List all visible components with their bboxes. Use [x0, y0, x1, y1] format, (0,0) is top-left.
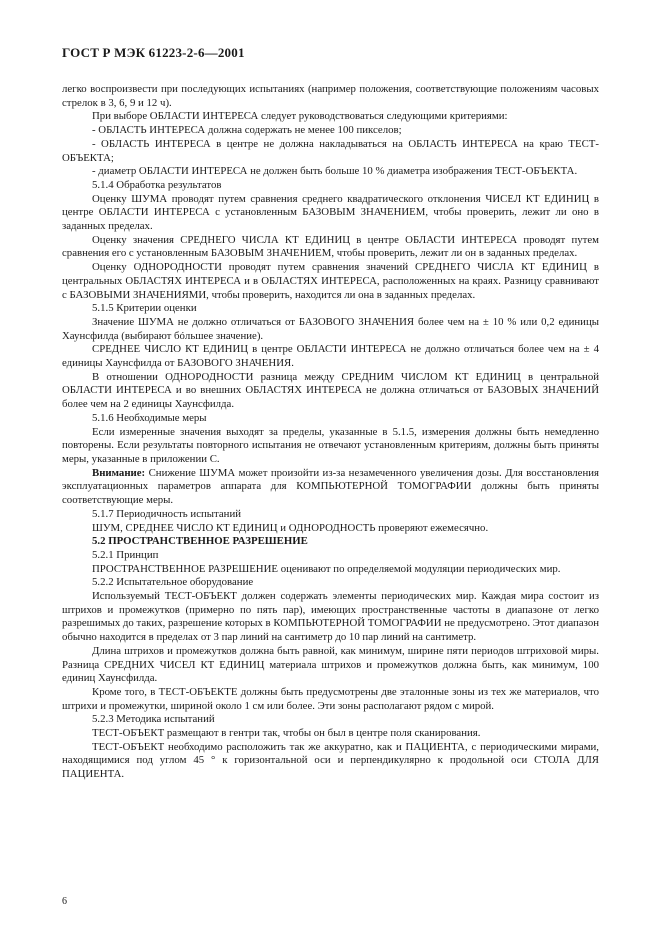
paragraph: легко воспроизвести при последующих испытаниях (например положения, соответствующие положениям часовых стрелок в 3, 6, 9 и 12 ч).	[62, 83, 599, 109]
section-heading: 5.2 ПРОСТРАНСТВЕННОЕ РАЗРЕШЕНИЕ	[92, 535, 308, 548]
paragraph: - ОБЛАСТЬ ИНТЕРЕСА в центре не должна накладываться на ОБЛАСТЬ ИНТЕРЕСА на краю ТЕСТ-ОБЪЕКТА;	[62, 137, 599, 164]
paragraph: 5.2.3 Методика испытаний	[92, 713, 215, 726]
paragraph: Используемый ТЕСТ-ОБЪЕКТ должен содержать элементы периодических мир. Каждая мира состоит из штрихов и промежутков (примерно по пять пар), имеющих пространственные частоты в диапазоне от легко разрешимых до таких, разрешение которых в КОМПЬЮТЕРНОЙ ТОМОГРАФИИ не предусмотрено. Этот диапазон обычно находится в пределах от 3 пар линий на сантиметр до 10 пар линий на сантиметр.	[62, 590, 599, 644]
paragraph: ТЕСТ-ОБЪЕКТ необходимо расположить так же аккуратно, как и ПАЦИЕНТА, с периодическими мирами, находящимися под углом 45 ° к горизонтальной оси и перпендикулярно к продольной оси СТОЛА ДЛЯ ПАЦИЕНТА.	[62, 740, 599, 781]
page-number: 6	[62, 896, 67, 907]
document-body	[62, 83, 599, 782]
paragraph: Оценку значения СРЕДНЕГО ЧИСЛА КТ ЕДИНИЦ в центре ОБЛАСТИ ИНТЕРЕСА проводят путем сравнения его с установленным БАЗОВЫМ ЗНАЧЕНИЕМ, чтобы проверить, лежит ли он в заданных пределах.	[62, 233, 599, 260]
paragraph: В отношении ОДНОРОДНОСТИ разница между СРЕДНИМ ЧИСЛОМ КТ ЕДИНИЦ в центральной ОБЛАСТИ ИНТЕРЕСА и во внешних ОБЛАСТЯХ ИНТЕРЕСА не должна отличаться от БАЗОВЫХ ЗНАЧЕНИЙ более чем на 2 единицы Хаунсфилда.	[62, 370, 599, 411]
paragraph: Кроме того, в ТЕСТ-ОБЪЕКТЕ должны быть предусмотрены две эталонные зоны из тех же материалов, что штрихи и промежутки, шириной около 1 см или более. Эти зоны располагают рядом с мирой.	[62, 685, 599, 712]
paragraph: СРЕДНЕЕ ЧИСЛО КТ ЕДИНИЦ в центре ОБЛАСТИ ИНТЕРЕСА не должно отличаться более чем на ± 4 единицы Хаунсфилда от БАЗОВОГО ЗНАЧЕНИЯ.	[62, 343, 599, 370]
paragraph: 5.2.2 Испытательное оборудование	[92, 576, 254, 589]
paragraph: Длина штрихов и промежутков должна быть равной, как минимум, ширине пяти периодов штриховой миры. Разница СРЕДНИХ ЧИСЕЛ КТ ЕДИНИЦ материала штрихов и промежутков должна быть, как минимум, 100 единиц Хаунсфилда.	[62, 644, 599, 685]
paragraph: 5.1.7 Периодичность испытаний	[92, 507, 242, 520]
paragraph	[62, 535, 599, 549]
paragraph: ТЕСТ-ОБЪЕКТ размещают в гентри так, чтобы он был в центре поля сканирования.	[92, 727, 481, 740]
paragraph: - диаметр ОБЛАСТИ ИНТЕРЕСА не должен быть больше 10 % диаметра изображения ТЕСТ-ОБЪЕКТА.	[92, 165, 578, 178]
paragraph: 5.2.1 Принцип	[92, 548, 159, 561]
paragraph: ПРОСТРАНСТВЕННОЕ РАЗРЕШЕНИЕ оценивают по определяемой модуляции периодических мир.	[92, 562, 561, 575]
paragraph: Оценку ОДНОРОДНОСТИ проводят путем сравнения значений СРЕДНЕГО ЧИСЛА КТ ЕДИНИЦ в центральных ОБЛАСТЯХ ИНТЕРЕСА и в ОБЛАСТЯХ ИНТЕРЕСА, расположенных на краях. Разницу сравнивают с БАЗОВЫМИ ЗНАЧЕНИЯМИ, чтобы проверить, находится ли она в заданных пределах.	[62, 261, 599, 301]
paragraph: Если измеренные значения выходят за пределы, указанные в 5.1.5, измерения должны быть немедленно повторены. Если результаты повторного испытания не отвечают установленным критериям, должны быть приняты меры, указанные в приложении С.	[62, 425, 599, 465]
paragraph: - ОБЛАСТЬ ИНТЕРЕСА должна содержать не менее 100 пикселов;	[92, 124, 402, 137]
paragraph: При выборе ОБЛАСТИ ИНТЕРЕСА следует руководствоваться следующими критериями:	[92, 110, 508, 123]
paragraph-text: Снижение ШУМА может произойти из-за незамеченного увеличения дозы. Для восстановления эксплуатационных параметров аппарата для КОМПЬЮТЕРНОЙ ТОМОГРАФИИ должны быть приняты соответствующие меры.	[62, 466, 599, 507]
paragraph: 5.1.6 Необходимые меры	[92, 411, 207, 424]
paragraph: Значение ШУМА не должно отличаться от БАЗОВОГО ЗНАЧЕНИЯ более чем на ± 10 % или 0,2 единицы Хаунсфилда (выбирают бóльшее значение).	[62, 315, 599, 342]
paragraph: 5.1.5 Критерии оценки	[92, 302, 197, 315]
paragraph: Оценку ШУМА проводят путем сравнения среднего квадратического отклонения ЧИСЕЛ КТ ЕДИНИЦ в центре ОБЛАСТИ ИНТЕРЕСА с установленным БАЗОВЫМ ЗНАЧЕНИЕМ, чтобы проверить, лежит ли оно в заданных пределах.	[62, 192, 599, 233]
paragraph: 5.1.4 Обработка результатов	[92, 178, 222, 191]
document-header: ГОСТ Р МЭК 61223-2-6—2001	[62, 45, 245, 60]
paragraph	[62, 467, 599, 508]
paragraph-lead: Внимание:	[92, 466, 146, 479]
paragraph: ШУМ, СРЕДНЕЕ ЧИСЛО КТ ЕДИНИЦ и ОДНОРОДНОСТЬ проверяют ежемесячно.	[92, 521, 489, 534]
